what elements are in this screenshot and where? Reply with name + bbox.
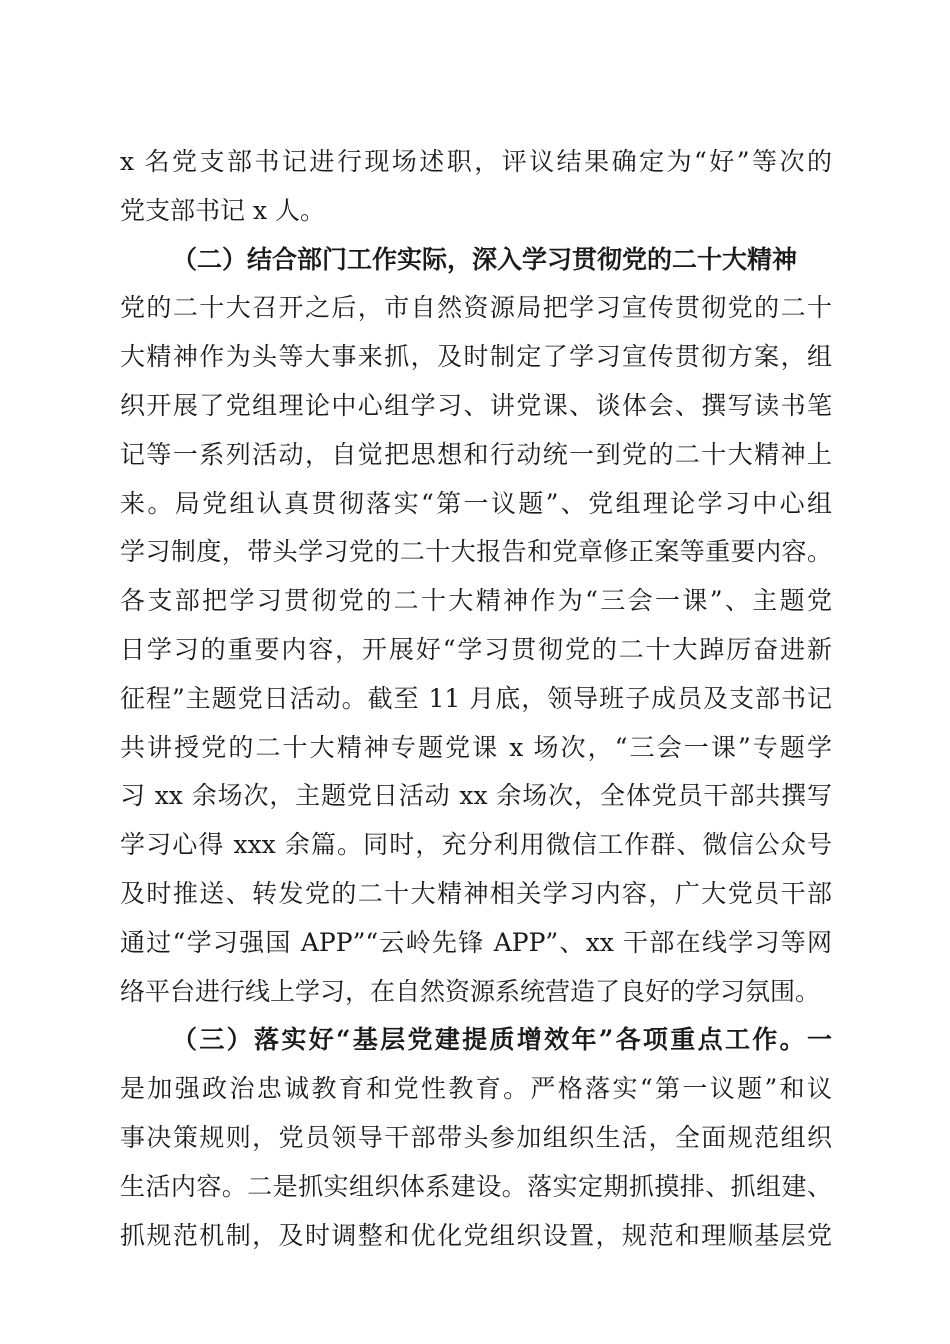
section-heading: （三）落实好“基层党建提质增效年”各项重点工作。一 <box>172 1025 832 1055</box>
text-line: 征程”主题党日活动。截至 11 月底，领导班子成员及支部书记 <box>120 683 832 713</box>
text-line: 学习心得 xxx 余篇。同时，充分利用微信工作群、微信公众号 <box>120 830 832 860</box>
text-line: 织开展了党组理论中心组学习、讲党课、谈体会、撰写读书笔 <box>120 390 832 420</box>
text-line: 通过“学习强国 APP”“云岭先锋 APP”、xx 干部在线学习等网 <box>120 927 832 957</box>
text-line: 大精神作为头等大事来抓，及时制定了学习宣传贯彻方案，组 <box>120 342 832 372</box>
text-line: 共讲授党的二十大精神专题党课 x 场次，“三会一课”专题学 <box>120 732 832 762</box>
text-line: 各支部把学习贯彻党的二十大精神作为“三会一课”、主题党 <box>120 586 832 616</box>
text-line: 党支部书记 x 人。 <box>120 195 325 225</box>
text-line: 日学习的重要内容，开展好“学习贯彻党的二十大踔厉奋进新 <box>120 634 832 664</box>
text-line: 习 xx 余场次，主题党日活动 xx 余场次，全体党员干部共撰写 <box>120 781 832 811</box>
text-line: 记等一系列活动，自觉把思想和行动统一到党的二十大精神上 <box>120 439 832 469</box>
section-heading: （二）结合部门工作实际，深入学习贯彻党的二十大精神 <box>172 244 798 274</box>
text-line: 是加强政治忠诚教育和党性教育。严格落实“第一议题”和议 <box>120 1074 832 1104</box>
text-line: 络平台进行线上学习，在自然资源系统营造了良好的学习氛围。 <box>120 976 821 1006</box>
text-line: 事决策规则，党员领导干部带头参加组织生活，全面规范组织 <box>120 1122 832 1152</box>
text-line: 来。局党组认真贯彻落实“第一议题”、党组理论学习中心组 <box>120 488 832 518</box>
text-line: 党的二十大召开之后，市自然资源局把学习宣传贯彻党的二十 <box>120 293 832 323</box>
text-line: 及时推送、转发党的二十大精神相关学习内容，广大党员干部 <box>120 878 832 908</box>
text-line: 抓规范机制，及时调整和优化党组织设置，规范和理顺基层党 <box>120 1220 832 1250</box>
text-line: x 名党支部书记进行现场述职，评议结果确定为“好”等次的 <box>120 147 832 176</box>
text-line: 学习制度，带头学习党的二十大报告和党章修正案等重要内容。 <box>120 537 832 567</box>
body-text <box>120 138 832 1260</box>
text-line: 生活内容。二是抓实组织体系建设。落实定期抓摸排、抓组建、 <box>120 1171 832 1201</box>
